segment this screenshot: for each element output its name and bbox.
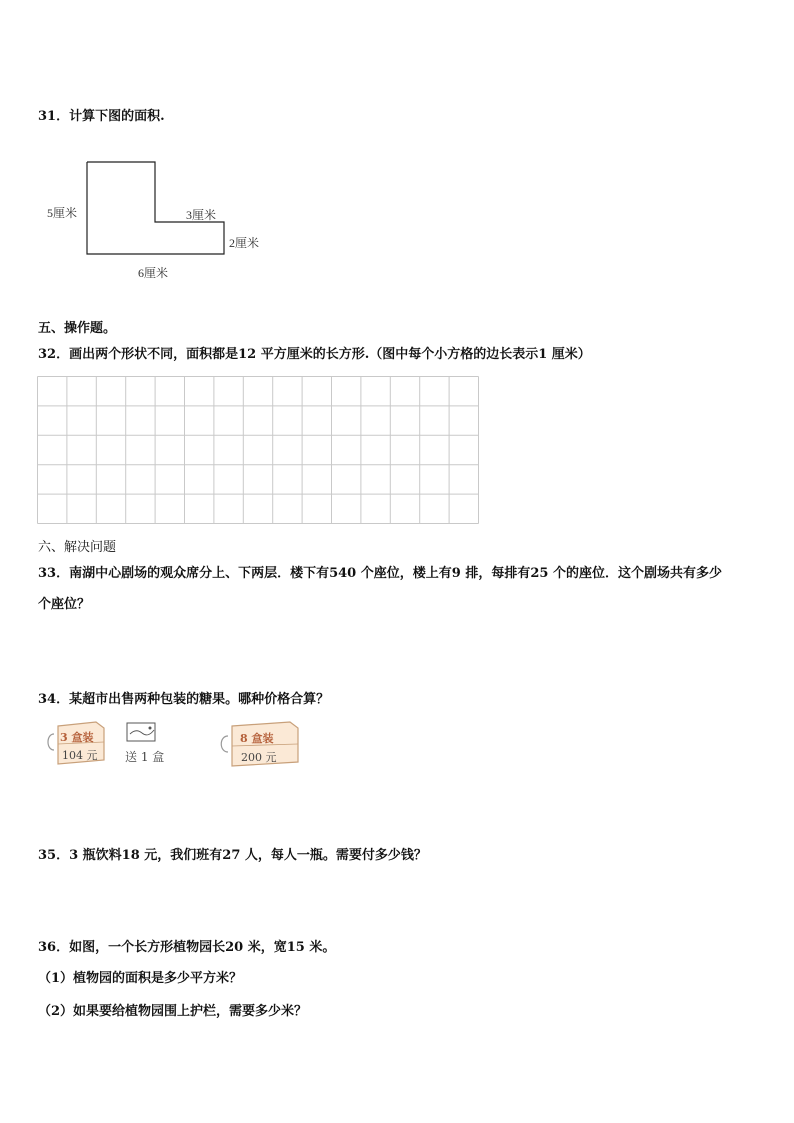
label-bottom-6cm: 6厘米 <box>138 266 169 280</box>
pack2-price: 200 元 <box>241 751 277 764</box>
pack1-price: 104 元 <box>62 749 98 762</box>
square-grid[interactable] <box>37 376 479 524</box>
pack2-label: 8 盒装 <box>240 732 274 745</box>
label-right-2cm: 2厘米 <box>229 236 260 250</box>
q32-title: 32．画出两个形状不同，面积都是12 平方厘米的长方形.（图中每个小方格的边长表示1 厘米） <box>38 347 591 362</box>
section5-title: 五、操作题。 <box>38 321 117 336</box>
q35-title: 35．3 瓶饮料18 元，我们班有27 人，每人一瓶。需要付多少钱？ <box>38 848 427 863</box>
bonus-box-icon <box>124 720 160 746</box>
label-inner-3cm: 3厘米 <box>186 208 217 222</box>
q31-title: 31．计算下图的面积. <box>38 109 165 124</box>
label-left-5cm: 5厘米 <box>47 206 78 220</box>
q34-title: 34．某超市出售两种包装的糖果。哪种价格合算？ <box>38 692 330 707</box>
q36-sub2: （2）如果要给植物园围上护栏，需要多少米？ <box>38 1004 308 1019</box>
pack1-bonus: 送 1 盒 <box>125 750 165 764</box>
q36-sub1: （1）植物园的面积是多少平方米？ <box>38 971 243 986</box>
q36-title: 36．如图，一个长方形植物园长20 米，宽15 米。 <box>38 940 336 955</box>
q33-line1: 33．南湖中心剧场的观众席分上、下两层．楼下有540 个座位，楼上有9 排，每排有25 个的座位．这个剧场共有多少 <box>38 566 722 581</box>
section6-title: 六、解决问题 <box>38 540 117 555</box>
pack1-label: 3 盒装 <box>60 731 94 744</box>
q33-line2: 个座位？ <box>38 597 91 612</box>
